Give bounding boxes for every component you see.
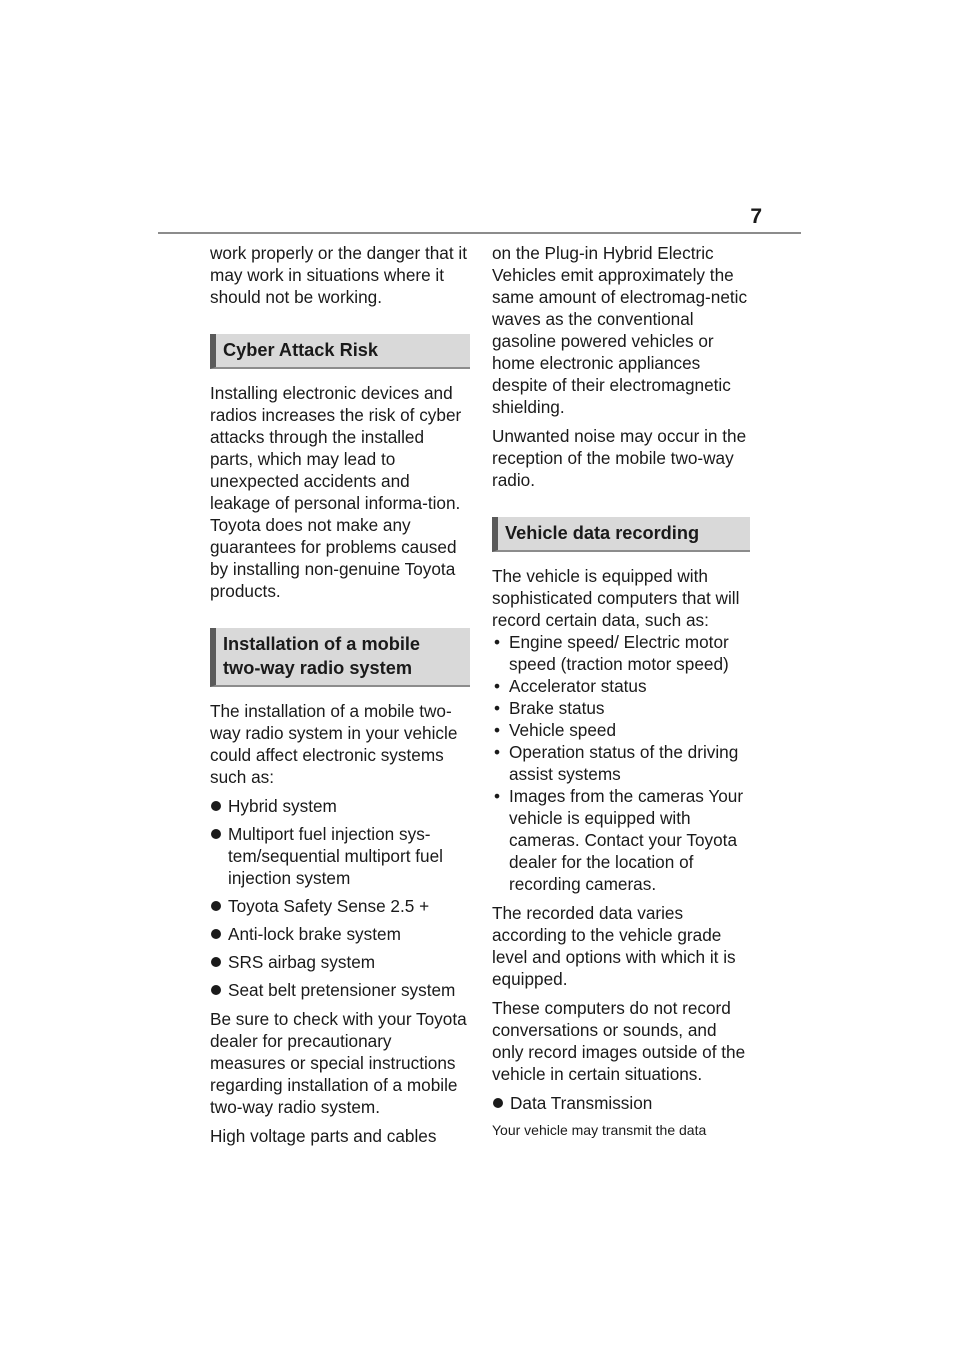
recorded-data-list bbox=[492, 631, 750, 895]
list-item: SRS airbag system bbox=[210, 951, 470, 973]
transmission-list bbox=[492, 1092, 750, 1114]
list-item: • Accelerator status bbox=[494, 676, 647, 696]
bullet-icon: • bbox=[494, 786, 501, 806]
left-column bbox=[210, 242, 470, 1154]
transmit-paragraph-start: Your vehicle may transmit the data bbox=[492, 1122, 707, 1138]
bullet-dot-icon bbox=[211, 901, 221, 911]
bullet-icon: • bbox=[494, 676, 501, 696]
radio-installation-paragraph: The installation of a mobile two-way radio system in your vehicle could affect electronic systems such as: bbox=[210, 701, 458, 787]
right-column bbox=[492, 242, 750, 1146]
dealer-check-paragraph: Be sure to check with your Toyota dealer for precautionary measures or special instructions regarding installation of a mobile two-way radio system. bbox=[210, 1009, 467, 1117]
bullet-icon: • bbox=[494, 742, 501, 762]
list-item: • Images from the cameras Your vehicle is equipped with cameras. Contact your Toyota dealer for the location of recording cameras. bbox=[494, 786, 744, 894]
cyber-attack-heading: Cyber Attack Risk bbox=[210, 334, 470, 369]
radio-installation-heading: Installation of a mobile two-way radio system bbox=[210, 628, 470, 687]
bullet-dot-icon bbox=[211, 985, 221, 995]
bullet-icon: • bbox=[494, 720, 501, 740]
list-item: • Operation status of the driving assist systems bbox=[494, 742, 739, 784]
header-rule bbox=[158, 232, 801, 234]
list-item: • Vehicle speed bbox=[494, 720, 617, 740]
page-number: 7 bbox=[750, 205, 762, 228]
no-conversation-paragraph: These computers do not record conversations or sounds, and only record images outside of the vehicle in certain situations. bbox=[492, 998, 746, 1084]
list-item: Multiport fuel injection sys-tem/sequential multiport fuel injection system bbox=[210, 823, 470, 889]
data-varies-paragraph: The recorded data varies according to the vehicle grade level and options with which it is equipped. bbox=[492, 903, 736, 989]
list-item: Data Transmission bbox=[492, 1092, 750, 1114]
list-item: Anti-lock brake system bbox=[210, 923, 470, 945]
bullet-dot-icon bbox=[493, 1098, 503, 1108]
bullet-icon: • bbox=[494, 698, 501, 718]
intro-paragraph: work properly or the danger that it may work in situations where it should not be working. bbox=[210, 243, 467, 307]
bullet-dot-icon bbox=[211, 829, 221, 839]
vehicle-data-recording-heading: Vehicle data recording bbox=[492, 517, 750, 552]
list-item: Seat belt pretensioner system bbox=[210, 979, 470, 1001]
bullet-dot-icon bbox=[211, 957, 221, 967]
cyber-attack-paragraph: Installing electronic devices and radios increases the risk of cyber attacks through the installed parts, which may lead to unexpected accidents and leakage of personal informa-tion. Toyota does not make any guarantees for problems caused by installing non-genuine Toyota products. bbox=[210, 383, 462, 601]
affected-systems-list bbox=[210, 795, 470, 1001]
recording-paragraph: The vehicle is equipped with sophisticated computers that will record certain data, such as: bbox=[492, 566, 740, 630]
bullet-icon: • bbox=[494, 632, 501, 652]
high-voltage-paragraph-continued: on the Plug-in Hybrid Electric Vehicles emit approximately the same amount of electromag-netic waves as the conventional gasoline powered vehicles or home electronic appliances despite of their electromagnetic shielding. bbox=[492, 243, 748, 417]
bullet-dot-icon bbox=[211, 801, 221, 811]
high-voltage-paragraph-start: High voltage parts and cables bbox=[210, 1126, 437, 1146]
list-item: Hybrid system bbox=[210, 795, 470, 817]
bullet-dot-icon bbox=[211, 929, 221, 939]
noise-paragraph: Unwanted noise may occur in the reception of the mobile two-way radio. bbox=[492, 426, 747, 490]
list-item: • Brake status bbox=[494, 698, 605, 718]
list-item: Toyota Safety Sense 2.5 + bbox=[210, 895, 470, 917]
list-item: • Engine speed/ Electric motor speed (traction motor speed) bbox=[494, 632, 729, 674]
